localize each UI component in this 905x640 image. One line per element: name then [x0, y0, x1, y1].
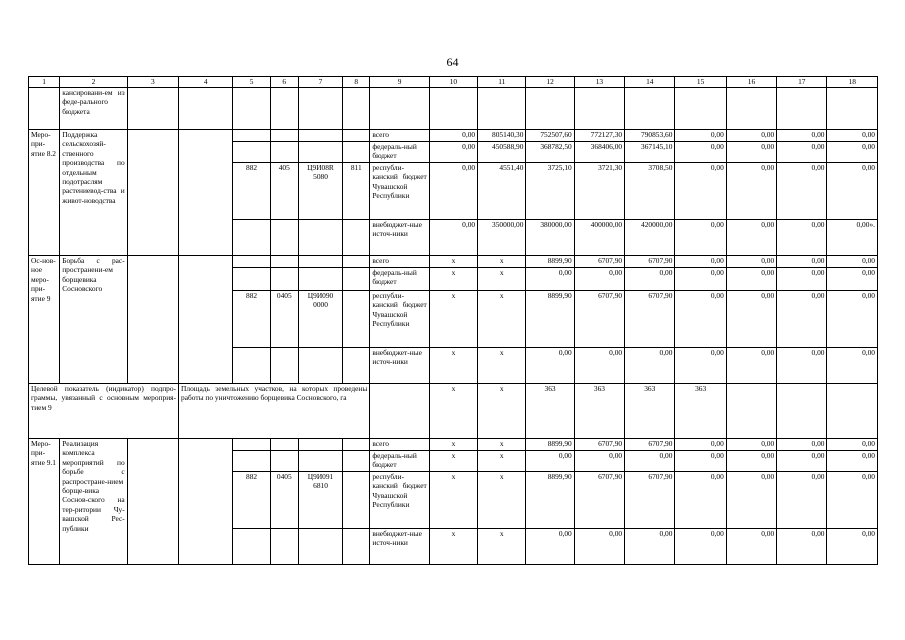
budget-code [270, 451, 298, 472]
empty-cell [675, 88, 726, 130]
amount-cell: 367145,10 [625, 142, 675, 163]
budget-code [343, 472, 370, 529]
activity-name: Борьба с рас-пространени-ем борщевика Сосновского [60, 256, 127, 384]
funding-source: республи-канский бюджет Чувашской Республики [370, 163, 429, 220]
funding-source: всего [370, 439, 429, 451]
budget-code: Ц9И090 0000 [298, 291, 342, 348]
column-number: 2 [60, 77, 127, 88]
budget-code [233, 268, 270, 291]
amount-cell: 0,00 [827, 472, 878, 529]
budget-code: 405 [270, 163, 298, 220]
budget-code [298, 439, 342, 451]
column-number: 12 [526, 77, 574, 88]
amount-cell: 0,00 [827, 291, 878, 348]
amount-cell: 0,00 [777, 142, 827, 163]
table-row [29, 130, 878, 142]
amount-cell: 380000,00 [526, 220, 574, 256]
indicator-value: x [429, 384, 477, 439]
amount-cell: 0,00 [675, 256, 726, 268]
budget-code [270, 220, 298, 256]
column-number: 4 [179, 77, 233, 88]
amount-cell: x [429, 472, 477, 529]
empty-cell [29, 88, 60, 130]
amount-cell: 0,00 [675, 163, 726, 220]
funding-source: федераль-ный бюджет [370, 268, 429, 291]
amount-cell: 772127,30 [574, 130, 624, 142]
amount-cell: 0,00 [777, 163, 827, 220]
amount-cell: 0,00 [827, 529, 878, 565]
column-number: 8 [343, 77, 370, 88]
amount-cell: 6707,90 [574, 291, 624, 348]
amount-cell: 0,00 [726, 130, 776, 142]
budget-code [343, 142, 370, 163]
amount-cell: x [429, 268, 477, 291]
empty-cell [179, 130, 233, 256]
funding-source: внебюджет-ные источ-ники [370, 529, 429, 565]
funding-source: внебюджет-ные источ-ники [370, 220, 429, 256]
amount-cell: 0,00 [827, 348, 878, 384]
funding-source: федераль-ный бюджет [370, 142, 429, 163]
activity-name: Поддержка сельскохозяй-ственного производства по отдельным подотраслям растениевод-ства и живот-новодства [60, 130, 127, 256]
indicator-value: 363 [625, 384, 675, 439]
amount-cell: 400000,00 [574, 220, 624, 256]
indicator-value: 363 [675, 384, 726, 439]
amount-cell: 0,00 [726, 472, 776, 529]
amount-cell: 0,00 [526, 529, 574, 565]
amount-cell: 0,00 [526, 451, 574, 472]
activity-name: Реализация комплекса мероприятий по борьбе с распростране-нием борще-вика Соснов-ского на тер-ритории Чу-вашской Рес-публики [60, 439, 127, 565]
amount-cell: 0,00 [777, 451, 827, 472]
amount-cell: 0,00 [777, 130, 827, 142]
empty-cell [827, 88, 878, 130]
amount-cell: x [429, 451, 477, 472]
budget-code [343, 268, 370, 291]
amount-cell: 0,00 [726, 220, 776, 256]
amount-cell: 0,00 [574, 348, 624, 384]
indicator-label: Целевой показатель (индикатор) подпро-граммы, увязанный с основным мероприя-тием 9 [29, 384, 179, 439]
amount-cell: 8899,90 [526, 256, 574, 268]
empty-cell [233, 88, 270, 130]
empty-cell [127, 130, 178, 256]
table-row [29, 256, 878, 268]
column-number: 13 [574, 77, 624, 88]
empty-cell [179, 88, 233, 130]
amount-cell: 0,00 [827, 142, 878, 163]
amount-cell: 0,00 [827, 451, 878, 472]
funding-source: республи-канский бюджет Чувашской Республики [370, 291, 429, 348]
budget-code [233, 348, 270, 384]
budget-code [298, 220, 342, 256]
amount-cell: 0,00 [726, 163, 776, 220]
budget-code [270, 256, 298, 268]
amount-cell: x [478, 529, 526, 565]
empty-cell [370, 384, 429, 439]
amount-cell: 0,00 [675, 451, 726, 472]
budget-code [343, 220, 370, 256]
amount-cell: 0,00 [827, 163, 878, 220]
amount-cell: 4551,40 [478, 163, 526, 220]
budget-code: 811 [343, 163, 370, 220]
budget-code [298, 348, 342, 384]
empty-cell [370, 88, 429, 130]
amount-cell: x [478, 439, 526, 451]
empty-cell [478, 88, 526, 130]
amount-cell: 0,00 [675, 268, 726, 291]
indicator-value: 363 [526, 384, 574, 439]
amount-cell: 6707,90 [574, 439, 624, 451]
amount-cell: 752507,60 [526, 130, 574, 142]
amount-cell: 368782,50 [526, 142, 574, 163]
empty-cell [270, 88, 298, 130]
amount-cell: x [429, 439, 477, 451]
empty-cell [726, 384, 776, 439]
amount-cell: 0,00 [675, 130, 726, 142]
amount-cell: x [429, 529, 477, 565]
continuation-text: кансировани-ем из феде-рального бюджета [60, 88, 127, 130]
amount-cell: x [478, 291, 526, 348]
table-row [29, 439, 878, 451]
empty-cell [574, 88, 624, 130]
amount-cell: x [478, 451, 526, 472]
amount-cell: 0,00 [574, 529, 624, 565]
budget-code [270, 439, 298, 451]
budget-code [298, 451, 342, 472]
amount-cell: 0,00 [675, 472, 726, 529]
amount-cell: 0,00 [625, 348, 675, 384]
amount-cell: 0,00 [429, 220, 477, 256]
empty-cell [827, 384, 878, 439]
amount-cell: x [478, 256, 526, 268]
column-number: 9 [370, 77, 429, 88]
amount-cell: 0,00 [625, 529, 675, 565]
column-number: 10 [429, 77, 477, 88]
budget-code [233, 142, 270, 163]
amount-cell: 0,00 [726, 439, 776, 451]
amount-cell: 0,00 [726, 268, 776, 291]
budget-code [270, 268, 298, 291]
amount-cell: 0,00 [777, 348, 827, 384]
funding-source: всего [370, 256, 429, 268]
header-row [29, 77, 878, 88]
amount-cell: 0,00 [777, 439, 827, 451]
budget-code [233, 529, 270, 565]
amount-cell: 0,00 [574, 268, 624, 291]
activity-code: Меро-при-ятие 8.2 [29, 130, 60, 256]
funding-source: всего [370, 130, 429, 142]
budget-code [298, 529, 342, 565]
amount-cell: 0,00 [625, 451, 675, 472]
amount-cell: 0,00 [675, 348, 726, 384]
amount-cell: 0,00 [429, 142, 477, 163]
empty-cell [127, 88, 178, 130]
column-number: 5 [233, 77, 270, 88]
amount-cell: 8899,90 [526, 472, 574, 529]
empty-cell [526, 88, 574, 130]
column-number: 18 [827, 77, 878, 88]
amount-cell: x [478, 348, 526, 384]
amount-cell: 3721,30 [574, 163, 624, 220]
activity-code: Меро-при-ятие 9.1 [29, 439, 60, 565]
budget-code [298, 130, 342, 142]
amount-cell: 6707,90 [574, 256, 624, 268]
continuation-row [29, 88, 878, 130]
indicator-value: x [478, 384, 526, 439]
amount-cell: 3708,50 [625, 163, 675, 220]
empty-cell [298, 88, 342, 130]
budget-code [343, 348, 370, 384]
budget-code [343, 451, 370, 472]
amount-cell: 0,00 [726, 291, 776, 348]
indicator-row [29, 384, 878, 439]
amount-cell: 6707,90 [574, 472, 624, 529]
amount-cell: 0,00 [777, 529, 827, 565]
amount-cell: 0,00 [726, 256, 776, 268]
amount-cell: 0,00 [726, 451, 776, 472]
column-number: 3 [127, 77, 178, 88]
amount-cell: 0,00 [777, 256, 827, 268]
amount-cell: 0,00 [429, 163, 477, 220]
amount-cell: 0,00 [827, 130, 878, 142]
budget-code [343, 291, 370, 348]
budget-code [343, 529, 370, 565]
amount-cell: 0,00 [777, 268, 827, 291]
amount-cell: x [478, 268, 526, 291]
amount-cell: 0,00 [777, 220, 827, 256]
budget-code: 0405 [270, 472, 298, 529]
amount-cell: 8899,90 [526, 439, 574, 451]
amount-cell: 3725,10 [526, 163, 574, 220]
empty-cell [777, 384, 827, 439]
column-number: 17 [777, 77, 827, 88]
budget-code [270, 130, 298, 142]
budget-code: 882 [233, 291, 270, 348]
column-number: 6 [270, 77, 298, 88]
budget-code [343, 439, 370, 451]
column-number: 15 [675, 77, 726, 88]
amount-cell: 0,00 [726, 142, 776, 163]
funding-source: внебюджет-ные источ-ники [370, 348, 429, 384]
budget-code: 882 [233, 163, 270, 220]
empty-cell [777, 88, 827, 130]
budget-code [343, 130, 370, 142]
empty-cell [726, 88, 776, 130]
amount-cell: 0,00 [777, 472, 827, 529]
amount-cell: 0,00 [526, 348, 574, 384]
amount-cell: 0,00 [675, 220, 726, 256]
budget-table [28, 76, 878, 565]
funding-source: республи-канский бюджет Чувашской Республики [370, 472, 429, 529]
amount-cell: 450588,90 [478, 142, 526, 163]
budget-code [270, 142, 298, 163]
amount-cell: 0,00 [625, 268, 675, 291]
column-number: 7 [298, 77, 342, 88]
empty-cell [343, 88, 370, 130]
budget-code [270, 529, 298, 565]
indicator-value: 363 [574, 384, 624, 439]
amount-cell: 0,00 [574, 451, 624, 472]
budget-code [298, 268, 342, 291]
budget-code: 0405 [270, 291, 298, 348]
amount-cell: 0,00 [675, 529, 726, 565]
budget-code [233, 256, 270, 268]
indicator-description: Площадь земельных участков, на которых проведены работы по уничтожению борщевика Сосновского, га [179, 384, 370, 439]
page-number: 64 [446, 55, 459, 69]
amount-cell: 0,00 [526, 268, 574, 291]
column-number: 14 [625, 77, 675, 88]
amount-cell: 790853,60 [625, 130, 675, 142]
amount-cell: 0,00 [675, 439, 726, 451]
amount-cell: 0,00 [726, 529, 776, 565]
column-number: 11 [478, 77, 526, 88]
budget-code [233, 451, 270, 472]
budget-code: 882 [233, 472, 270, 529]
amount-cell: 0,00 [827, 256, 878, 268]
amount-cell: x [429, 256, 477, 268]
amount-cell: 0,00 [827, 439, 878, 451]
amount-cell: 0,00 [827, 268, 878, 291]
budget-code [298, 256, 342, 268]
budget-code: Ц9И08R 5080 [298, 163, 342, 220]
budget-code [233, 439, 270, 451]
budget-code [233, 130, 270, 142]
budget-code [298, 142, 342, 163]
amount-cell: 6707,90 [625, 291, 675, 348]
funding-source: федераль-ный бюджет [370, 451, 429, 472]
amount-cell: 6707,90 [625, 472, 675, 529]
empty-cell [429, 88, 477, 130]
column-number: 16 [726, 77, 776, 88]
activity-code: Ос-нов-ное меро-при-ятие 9 [29, 256, 60, 384]
amount-cell: 805140,30 [478, 130, 526, 142]
column-number: 1 [29, 77, 60, 88]
amount-cell: 0,00 [675, 142, 726, 163]
amount-cell: 6707,90 [625, 256, 675, 268]
empty-cell [625, 88, 675, 130]
budget-code: Ц9И091 6810 [298, 472, 342, 529]
amount-cell: 0,00 [777, 291, 827, 348]
budget-code [233, 220, 270, 256]
amount-cell: x [429, 348, 477, 384]
amount-cell: 6707,90 [625, 439, 675, 451]
budget-code [343, 256, 370, 268]
amount-cell: 350000,00 [478, 220, 526, 256]
empty-cell [179, 439, 233, 565]
amount-cell: x [429, 291, 477, 348]
amount-cell: 0,00 [675, 291, 726, 348]
amount-cell: 368406,00 [574, 142, 624, 163]
amount-cell: 0,00 [726, 348, 776, 384]
amount-cell: 420000,00 [625, 220, 675, 256]
amount-cell: 0,00 [429, 130, 477, 142]
empty-cell [127, 256, 178, 384]
budget-code [270, 348, 298, 384]
empty-cell [127, 439, 178, 565]
amount-cell: 8899,90 [526, 291, 574, 348]
amount-cell: 0,00». [827, 220, 878, 256]
amount-cell: x [478, 472, 526, 529]
empty-cell [179, 256, 233, 384]
